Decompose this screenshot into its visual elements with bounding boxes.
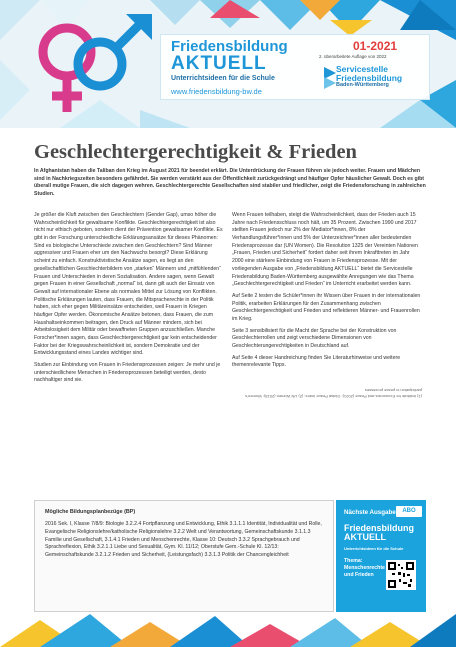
article-title: Geschlechtergerechtigkeit & Frieden bbox=[34, 141, 357, 163]
article-lead: In Afghanistan haben die Taliban den Krieg im August 2021 für beendet erklärt. Die Unterdrückung der Frauen führen sie jedoch weiter. Frauen und Mädchen sind in Nachkriegszeiten besonders gefährdet. Sie werden verstärkt aus der Öffentlichkeit zurückgedrängt und häufiger Opfer häuslicher Gewalt. Doch es gibt überall mutige Frauen, die sich dagegen wehren. Geschlechtergerechte Gesellschaften sind stabiler und friedlicher, zeigt die Friedensforschung in zahlreichen Studien. bbox=[34, 168, 426, 197]
column2-paragraph: Auf Seite 4 dieser Handreichung finden Sie Literaturhinweise und weitere themenrelevante Tipps. bbox=[232, 354, 401, 369]
service-line2: Friedensbildung bbox=[336, 72, 403, 83]
website-link[interactable]: www.friedensbildung-bw.de bbox=[171, 87, 262, 96]
abo-badge[interactable]: ABO bbox=[396, 506, 422, 517]
theme-line2: und Frieden bbox=[344, 571, 374, 578]
female-symbol-icon bbox=[43, 28, 91, 112]
service-name bbox=[336, 65, 426, 89]
theme-label: Thema: bbox=[344, 558, 363, 564]
column2-paragraph: Auf Seite 2 testen die Schüler*innen ihr Wissen über Frauen in der internationalen Politik, erarbeiten Erklärungen für den Zusammenhang zwischen Geschlechtergerechtigkeit und Frieden und reflektieren Männer- und Frauenrollen im Krieg. bbox=[232, 292, 421, 322]
article-column-1 bbox=[34, 212, 224, 389]
curriculum-heading: Mögliche Bildungsplanbezüge (BP) bbox=[45, 509, 136, 515]
gender-symbols bbox=[22, 10, 162, 120]
issue-number: 01-2021 bbox=[353, 39, 398, 53]
column2-paragraph: Seite 3 sensibilisiert für die Macht der Sprache bei der Konstruktion von Geschlechterrollen und zeigt verschiedene Dimensionen von Geschlechterungerechtigkeiten in Deutschland auf. bbox=[232, 327, 397, 349]
next-issue-box[interactable] bbox=[336, 500, 426, 612]
brand-line1: Friedensbildung bbox=[171, 38, 288, 55]
masthead-box bbox=[160, 34, 430, 100]
service-line1: Servicestelle bbox=[336, 64, 388, 74]
curriculum-box bbox=[34, 500, 334, 612]
curriculum-body: 2016 Sek. I, Klasse 7/8/9: Biologie 3.2.2.4 Fortpflanzung und Entwicklung, Ethik 3.1.1.1 Identität, Individualität und Rolle, Evangelische Religionslehre/katholische Religionslehre 3.2.2 Welt und Verantwortung, Gemeinschaftskunde 3.1.1.3 Familie und Gesellschaft, 3.1.4.1 Frieden und Menschenrechte, Klasse 10: Deutsch 3.3.2 Sprachgebrauch und Sprachreflexion, Ethik 3.2.1.1 Liebe und Sexualität, Gym. Kl. 11/12; Oberstufe Gem.-Schule Kl. 12/13: Gemeinschaftskunde 3.2.1.2 Frieden und Sicherheit, (Leistungsfach) 3.3.1.3 Politik der Chancengleichheit bbox=[45, 521, 322, 559]
male-symbol-icon bbox=[78, 14, 152, 86]
column1-paragraph: Studien zur Einbindung von Frauen in Friedensprozessen zeigen: Je mehr und je unterschiedlichere Menschen in Friedensprozessen beteiligt werden, desto nachhaltiger sind sie. bbox=[34, 362, 221, 384]
masthead-subtitle: Unterrichtsideen für die Schule bbox=[171, 75, 275, 82]
service-logo-icon bbox=[324, 67, 336, 89]
next-issue-theme bbox=[344, 558, 384, 578]
edition-note: 2. überarbeitete Auflage von 2022 bbox=[319, 54, 387, 59]
next-brand-line2: AKTUELL bbox=[344, 532, 386, 543]
theme-line1: Menschenrechte bbox=[344, 564, 385, 571]
column2-paragraph: Wenn Frauen teilhaben, steigt die Wahrscheinlichkeit, dass der Frieden auch 15 Jahre nach Friedensschluss noch hält, um 35 Prozent. Zwischen 1990 und 2017 stellten Frauen jedoch nur 2% der Mediator*innen, 8% der Verhandlungsführer*innen und 5% der Unterzeichner*innen aller bedeutenden Friedensprozesse dar (UN Women). Die Resolution 1325 der Vereinten Nationen „Frauen, Frieden und Sicherheit“ fordert daher seit ihrem Inkrafttreten im Jahr 2000 eine stärkere Einbindung von Frauen in Friedensprozesse. Mit der vorliegenden Ausgabe von „Friedensbildung AKTUELL“ bietet die Servicestelle Friedensbildung Baden-Württemberg ausgewählte Anregungen wie das Thema „Geschlechtergerechtigkeit und Frieden“ im Unterricht erarbeitet werden kann. bbox=[232, 212, 418, 288]
bottom-triangle-pattern bbox=[0, 600, 456, 647]
next-issue-subtitle: Unterrichtsideen für die Schule bbox=[344, 546, 404, 551]
mirrored-footnote: (1) Institute for Economics and Peace (2021): Global Peace Index; (2) UN Women (2018): Women's participation in peace processes bbox=[245, 388, 422, 400]
column1-paragraph: Je größer die Kluft zwischen den Geschlechtern (Gender Gap), umso höher die Wahrscheinlichkeit für gewaltsame Konflikte. Geschlechtergerechtigkeit ist also nicht nur ethisch geboten, sondern dient der Prävention gewaltsamer Konflikte. Es gibt in der Forschung unterschiedliche Erklärungsansätze für dieses Phänomen: Sind es biologische Unterschiede zwischen den Geschlechtern? Sind Männer aggressiver und Frauen eher um den Nachwuchs besorgt? Diese Erklärung scheint zu einfach. Konstruktivistische Ansätze sagen, es liegt an den gesellschaftlichen Geschlechterbildern von „starken“ Männern und „mitfühlenden“ Frauen und Unterschieden in deren Sozialisation. Andere sagen, wenn Gewalt gegen Frauen in einer Gesellschaft „normal“ ist, dann gilt auch der Einsatz von Gewalt auf internationaler Ebene als normales Mittel zur Lösung von Konflikten. Politische Erklärungen lauten, dass Frauen, die Mitspracherechte in der Politik haben, sich eher gegen Militäreinsätze entscheiden, weil Frauen in Kriegen häufiger Opfer werden. Ökonomische Ansätze betonen, dass Frauen, die zum Haushaltseinkommen beitragen, den Druck auf Männer mindern, sich bei Arbeitslosigkeit dem Militär oder bewaffneten Gruppen anzuschließen. Manche Forscher*innen sagen, dass Geschlechtergerechtigkeit gar kein entscheidender Faktor bei der Kriegswahrscheinlichkeit ist, sondern Demokratie und der Entwicklungsstand eines Landes wichtiger sind. bbox=[34, 212, 223, 357]
brand-line2: AKTUELL bbox=[171, 53, 267, 74]
next-issue-label: Nächste Ausgabe bbox=[344, 509, 396, 516]
header-banner bbox=[0, 0, 456, 128]
next-brand-line1: Friedensbildung bbox=[344, 523, 415, 533]
next-issue-brand bbox=[344, 524, 414, 543]
article-column-2 bbox=[232, 212, 422, 374]
service-line3: Baden-Württemberg bbox=[336, 81, 389, 88]
qr-code-icon[interactable] bbox=[386, 560, 416, 590]
